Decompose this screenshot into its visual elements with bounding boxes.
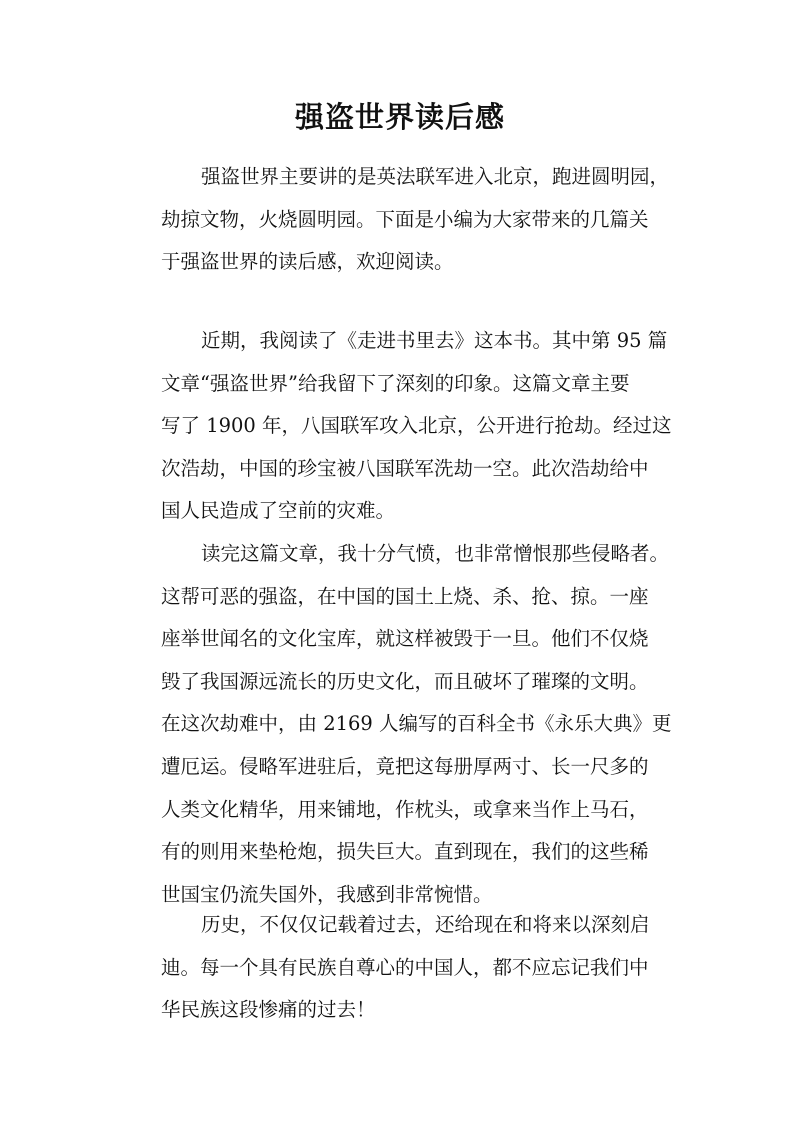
text-line: 历史，不仅仅记载着过去，还给现在和将来以深刻启: [201, 913, 650, 936]
text-line: 强盗世界主要讲的是英法联军进入北京，跑进圆明园，: [201, 165, 670, 188]
text-line: 世国宝仍流失国外，我感到非常惋惜。: [161, 882, 493, 906]
body-paragraph-2: [122, 533, 678, 916]
text-line: 这帮可恶的强盗，在中国的国土上烧、杀、抢、掠。一座: [161, 584, 649, 608]
intro-paragraph: [122, 156, 678, 284]
text-line: 座举世闻名的文化宝库，就这样被毁于一旦。他们不仅烧: [161, 627, 649, 651]
text-line: 于强盗世界的读后感，欢迎阅读。: [161, 250, 454, 274]
body-paragraph-3: [122, 904, 678, 1032]
text-line: 写了 1900 年，八国联军攻入北京，公开进行抢劫。经过这: [161, 414, 672, 438]
text-line: 国人民造成了空前的灾难。: [161, 499, 396, 523]
text-line: 在这次劫难中，由 2169 人编写的百科全书《永乐大典》更: [161, 712, 672, 736]
text-line: 迪。每一个具有民族自尊心的中国人，都不应忘记我们中: [161, 955, 649, 979]
text-line: 文章“强盗世界”给我留下了深刻的印象。这篇文章主要: [161, 371, 630, 395]
body-paragraph-1: [122, 320, 678, 533]
text-line: 毁了我国源远流长的历史文化，而且破坏了璀璨的文明。: [161, 669, 649, 693]
text-line: 劫掠文物，火烧圆明园。下面是小编为大家带来的几篇关: [161, 207, 649, 231]
text-line: 华民族这段惨痛的过去！: [161, 998, 376, 1022]
text-line: 读完这篇文章，我十分气愤，也非常憎恨那些侵略者。: [201, 542, 670, 565]
text-line: 近期，我阅读了《走进书里去》这本书。其中第 95 篇: [201, 329, 668, 352]
document-title: 强盗世界读后感: [294, 100, 505, 134]
text-line: 次浩劫，中国的珍宝被八国联军洗劫一空。此次浩劫给中: [161, 456, 649, 480]
text-line: 遭厄运。侵略军进驻后，竟把这每册厚两寸、长一尺多的: [161, 754, 649, 778]
text-line: 人类文化精华，用来铺地，作枕头，或拿来当作上马石，: [161, 797, 649, 821]
text-line: 有的则用来垫枪炮，损失巨大。直到现在，我们的这些稀: [161, 840, 649, 864]
